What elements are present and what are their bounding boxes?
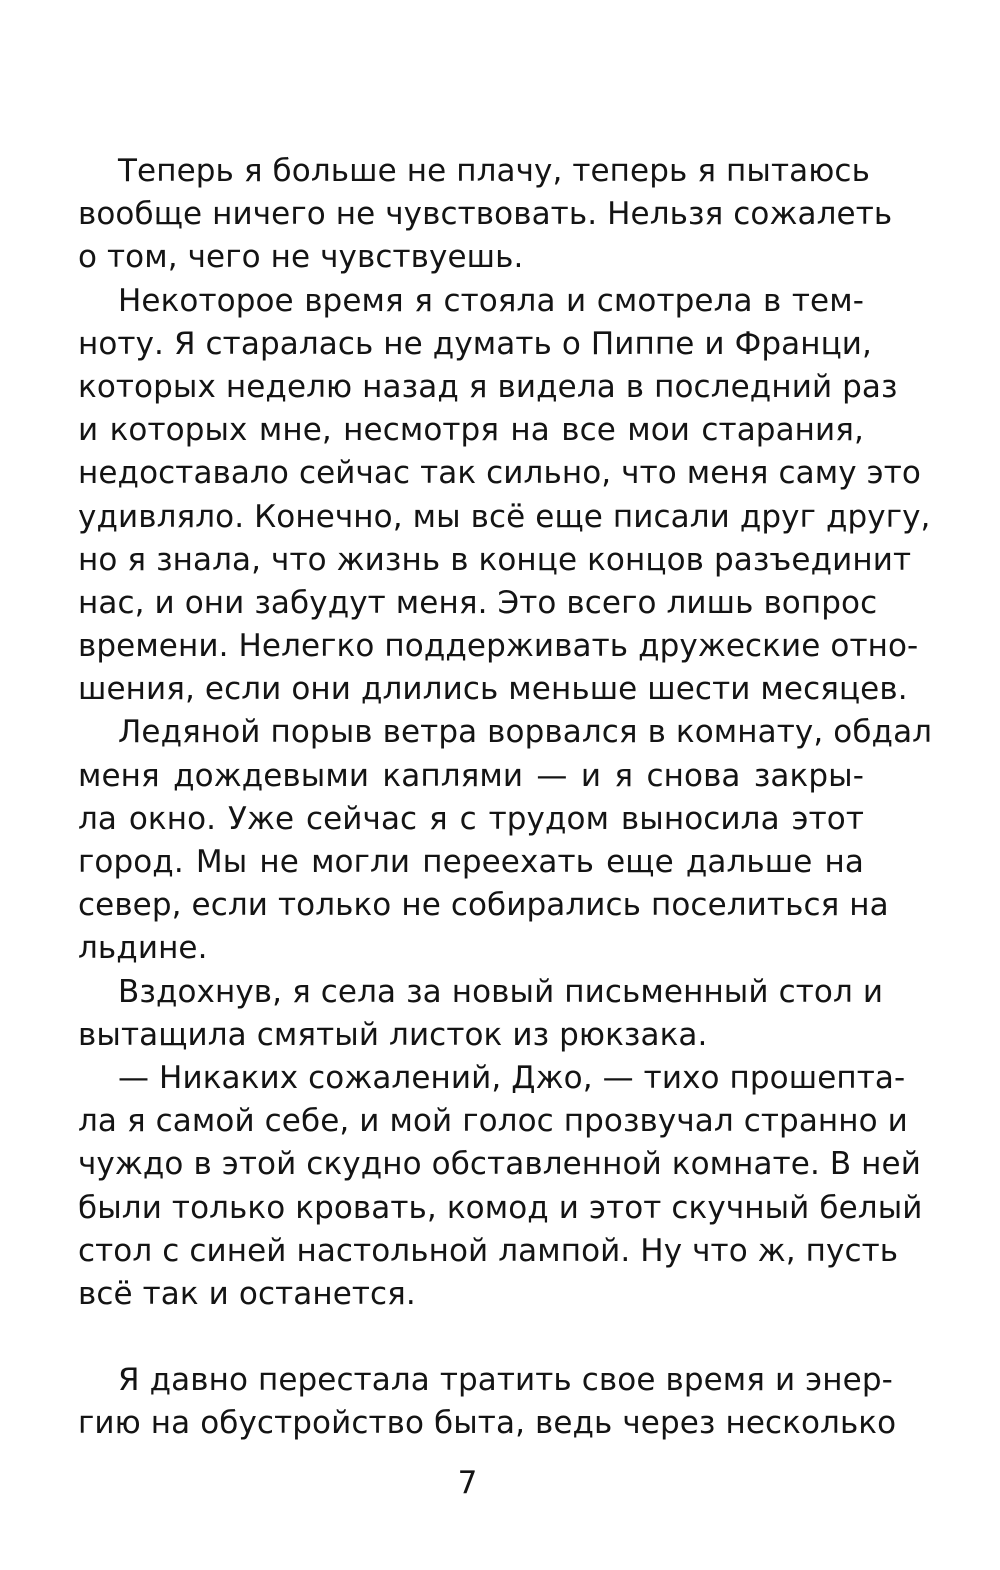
text-line: нас, и они забудут меня. Это всего лишь вопрос [78, 584, 878, 621]
text-line: льдине. [78, 930, 208, 967]
paragraph [78, 1057, 923, 1316]
text-line: которых неделю назад я видела в последний раз [78, 368, 898, 405]
section-break [78, 1316, 864, 1359]
text-line: меня дождевыми каплями — и я снова закры- [78, 757, 864, 794]
text-line: ноту. Я старалась не думать о Пиппе и Франци, [78, 325, 873, 362]
text-line: были только кровать, комод и этот скучный белый [78, 1189, 923, 1226]
text-line: город. Мы не могли переехать еще дальше на [78, 844, 864, 880]
paragraph [78, 150, 893, 280]
text-line: вытащила смятый листок из рюкзака. [78, 1016, 708, 1053]
text-line: Некоторое время я стояла и смотрела в тем- [118, 282, 864, 319]
text-line: — Никаких сожалений, Джо, — тихо прошепта- [118, 1059, 906, 1096]
text-line: недоставало сейчас так сильно, что меня саму это [78, 455, 921, 492]
text-line: стол с синей настольной лампой. Ну что ж, пусть [78, 1232, 899, 1269]
text-line: чуждо в этой скудно обставленной комнате. В ней [78, 1146, 921, 1183]
paragraph [78, 280, 931, 712]
body-text [78, 150, 933, 1446]
text-line: север, если только не собирались поселиться на [78, 887, 889, 924]
text-line: всё так и останется. [78, 1275, 416, 1312]
paragraph [78, 711, 933, 970]
text-line: ла я самой себе, и мой голос прозвучал странно и [78, 1103, 908, 1140]
text-line: о том, чего не чувствуешь. [78, 239, 524, 276]
text-line: гию на обустройство быта, ведь через несколько [78, 1405, 897, 1442]
paragraph [78, 1359, 897, 1445]
text-line: шения, если они длились меньше шести месяцев. [78, 671, 908, 708]
paragraph [78, 971, 884, 1057]
text-line: но я знала, что жизнь в конце концов разъединит [78, 541, 912, 578]
text-line: и которых мне, несмотря на все мои старания, [78, 412, 864, 449]
text-line: удивляло. Конечно, мы всё еще писали друг другу, [78, 498, 931, 535]
text-line: Теперь я больше не плачу, теперь я пытаюсь [118, 153, 870, 189]
text-line: времени. Нелегко поддерживать дружеские отно- [78, 628, 919, 665]
text-line: Ледяной порыв ветра ворвался в комнату, обдал [118, 714, 933, 751]
text-line: Я давно перестала тратить свое время и энер- [118, 1362, 893, 1399]
text-line: вообще ничего не чувствовать. Нельзя сожалеть [78, 196, 893, 233]
page-number: 7 [457, 1465, 478, 1501]
text-line: ла окно. Уже сейчас я с трудом выносила этот [78, 800, 864, 837]
text-line: Вздохнув, я села за новый письменный стол и [118, 973, 884, 1010]
